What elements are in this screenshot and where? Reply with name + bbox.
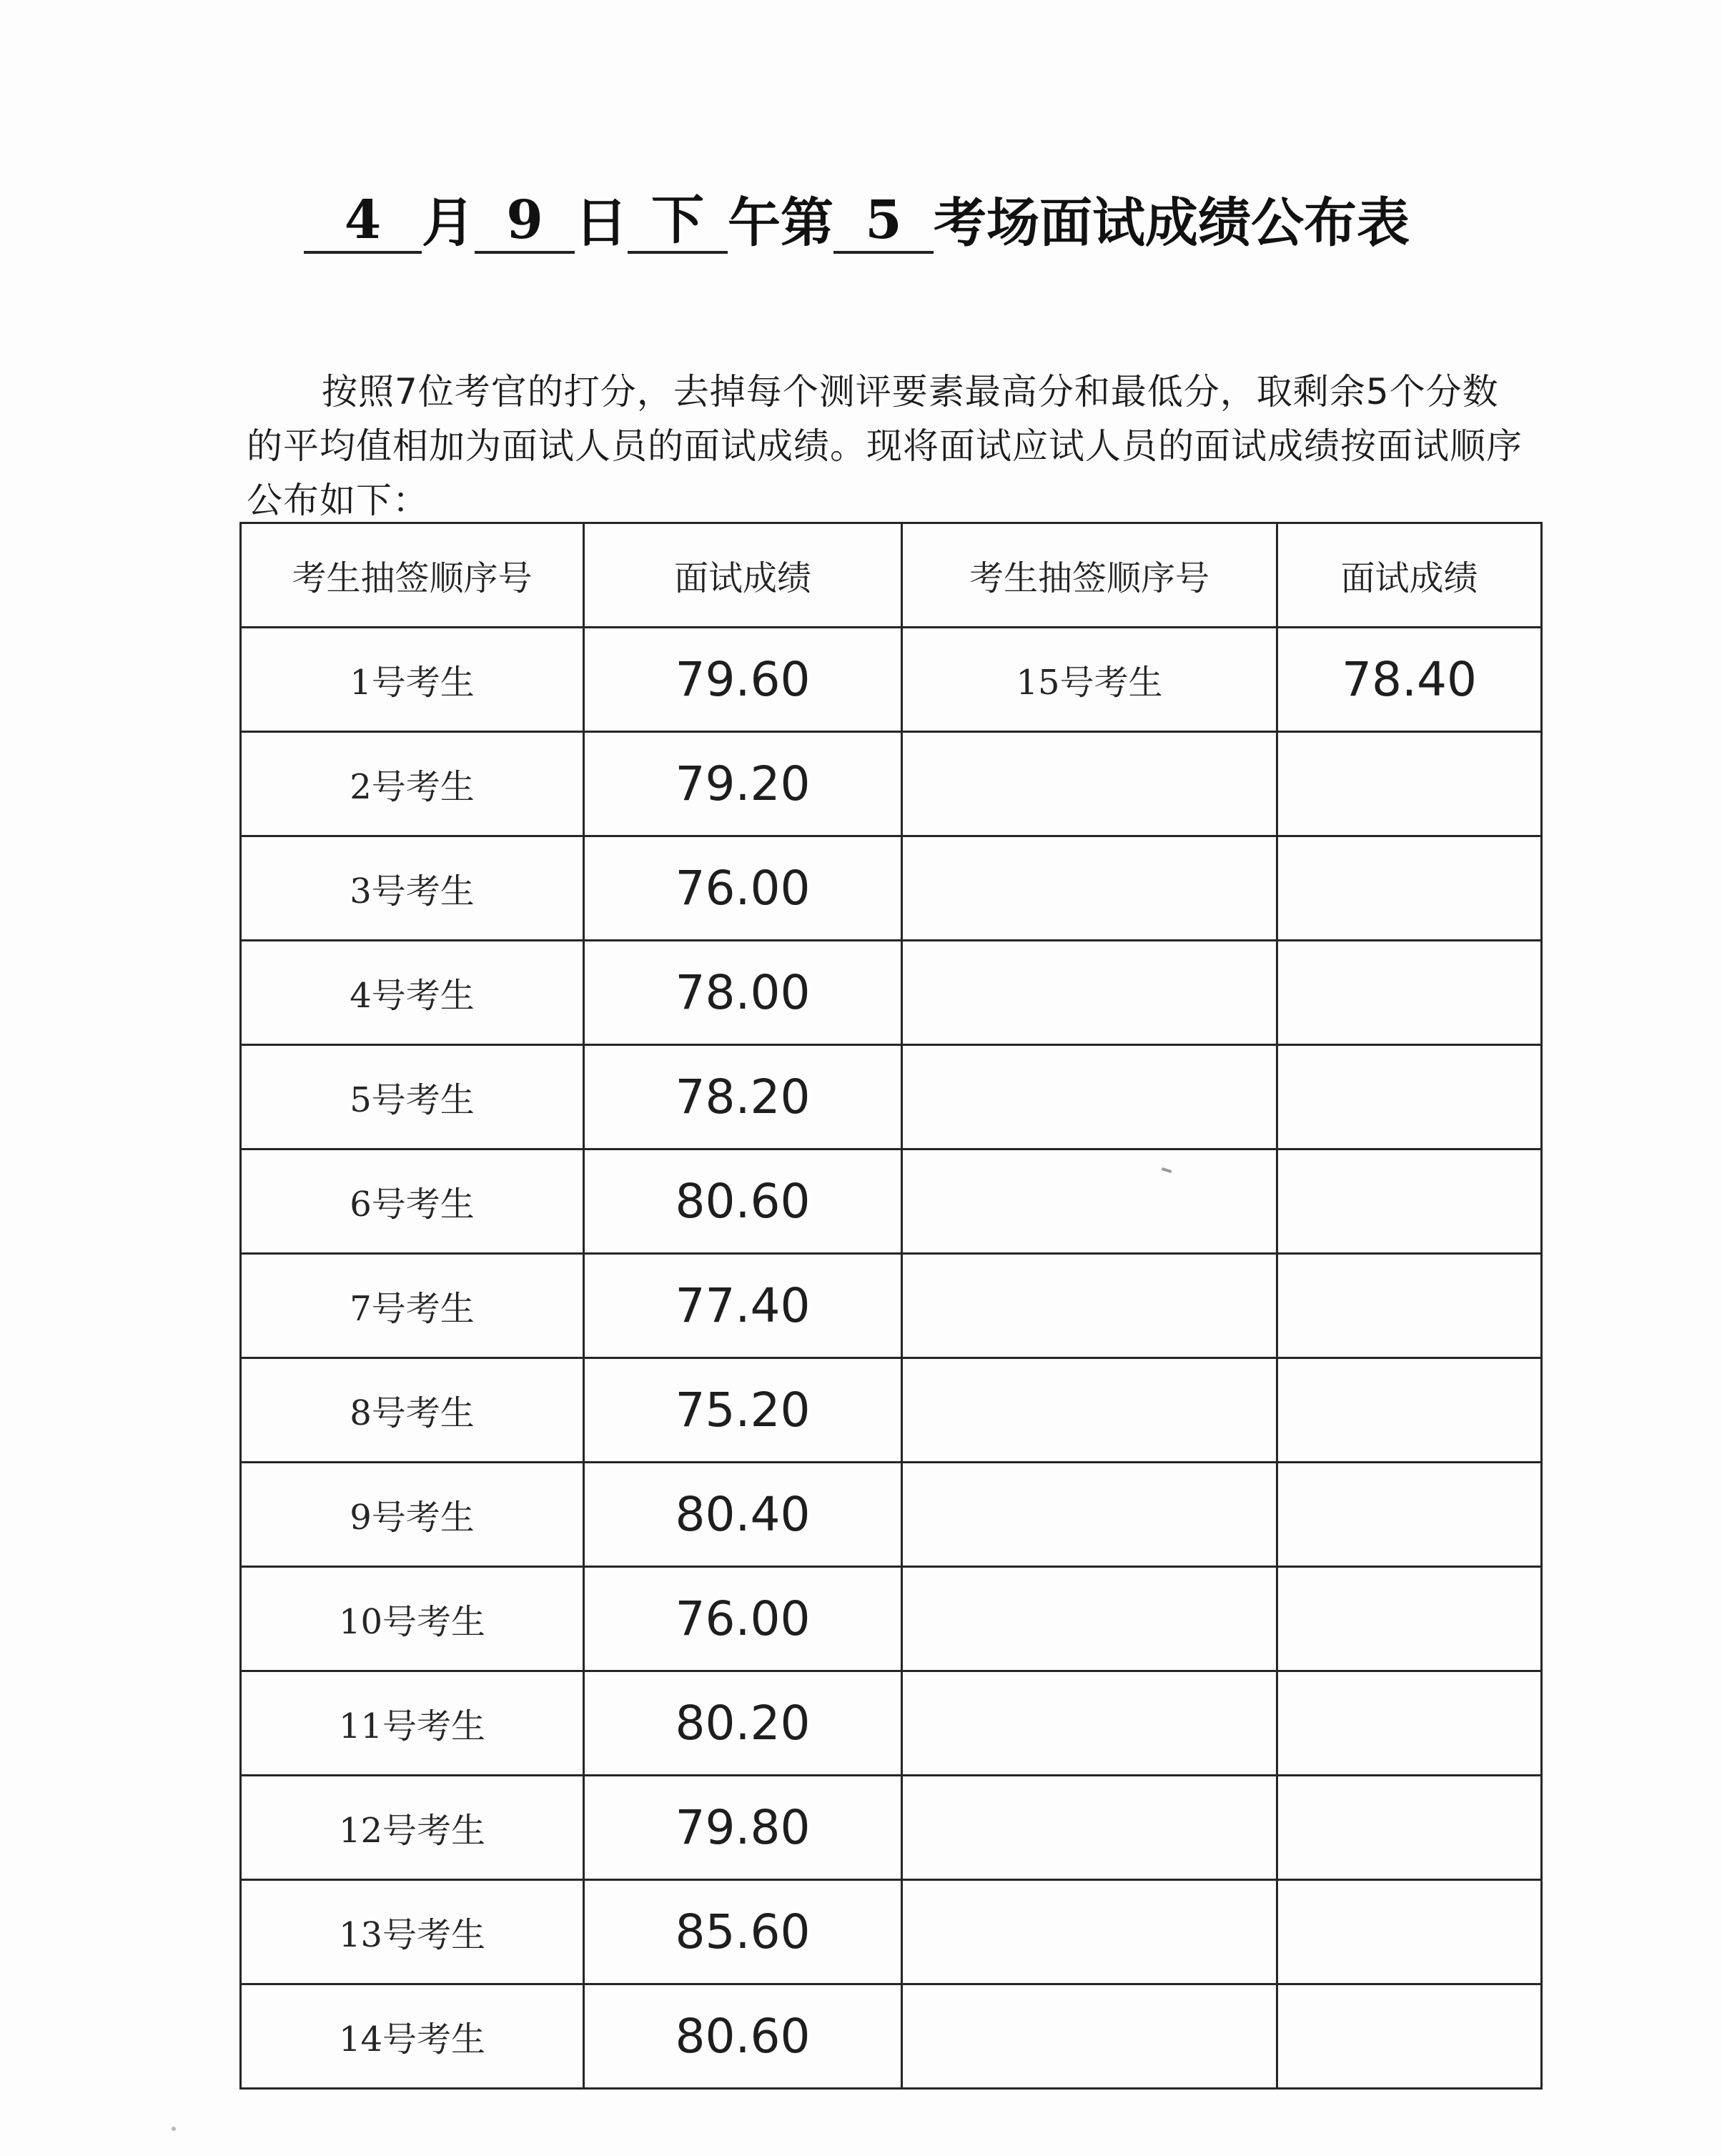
examinee-order-cell: 14号考生	[241, 1984, 584, 2089]
examinee-order-cell: 4号考生	[241, 941, 584, 1045]
score-cell: 78.00	[584, 941, 902, 1045]
intro-paragraph: 按照7位考官的打分，去掉每个测评要素最高分和最低分，取剩余5个分数的平均值相加为面试人员的面试成绩。现将面试应试人员的面试成绩按面试顺序公布如下：	[247, 371, 1523, 521]
examinee-order-cell	[902, 1254, 1277, 1358]
table-header-row	[241, 523, 1542, 628]
score-cell	[1277, 1880, 1542, 1984]
examinee-order-cell: 3号考生	[241, 836, 584, 941]
score-cell: 79.60	[584, 628, 902, 732]
score-cell: 79.20	[584, 732, 902, 836]
table-row	[241, 941, 1542, 1045]
examinee-order-cell	[902, 836, 1277, 941]
table-row	[241, 1671, 1542, 1776]
score-cell: 85.60	[584, 1880, 902, 1984]
examinee-order-cell: 6号考生	[241, 1149, 584, 1254]
score-cell	[1277, 836, 1542, 941]
table-row	[241, 1567, 1542, 1671]
score-table	[239, 522, 1543, 2090]
scan-speck	[172, 2127, 176, 2131]
table-row	[241, 1149, 1542, 1254]
examinee-order-cell: 2号考生	[241, 732, 584, 836]
examinee-order-cell: 8号考生	[241, 1358, 584, 1463]
examinee-order-cell: 10号考生	[241, 1567, 584, 1671]
table-row	[241, 1358, 1542, 1463]
examinee-order-cell	[902, 1045, 1277, 1149]
examinee-order-cell	[902, 732, 1277, 836]
table-row	[241, 628, 1542, 732]
title-room-value: 5	[833, 194, 934, 254]
examinee-order-cell	[902, 1776, 1277, 1880]
title-suffix: 考场面试成绩公布表	[934, 192, 1410, 254]
score-cell	[1277, 1045, 1542, 1149]
score-cell	[1277, 1149, 1542, 1254]
score-cell: 80.20	[584, 1671, 902, 1776]
header-score-left: 面试成绩	[584, 523, 902, 628]
table-row	[241, 1984, 1542, 2089]
examinee-order-cell: 7号考生	[241, 1254, 584, 1358]
table-row	[241, 1045, 1542, 1149]
table-row	[241, 1463, 1542, 1567]
score-cell	[1277, 1567, 1542, 1671]
score-cell: 77.40	[584, 1254, 902, 1358]
examinee-order-cell	[902, 1358, 1277, 1463]
examinee-order-cell	[902, 1984, 1277, 2089]
table-body	[241, 628, 1542, 2089]
score-cell	[1277, 941, 1542, 1045]
header-order-right: 考生抽签顺序号	[902, 523, 1277, 628]
title-period-suffix: 午第	[728, 192, 833, 254]
table-row	[241, 1776, 1542, 1880]
score-cell: 76.00	[584, 1567, 902, 1671]
examinee-order-cell	[902, 1463, 1277, 1567]
examinee-order-cell: 5号考生	[241, 1045, 584, 1149]
score-cell: 80.40	[584, 1463, 902, 1567]
examinee-order-cell: 13号考生	[241, 1880, 584, 1984]
score-cell	[1277, 1254, 1542, 1358]
score-cell	[1277, 1671, 1542, 1776]
page-title	[304, 161, 1505, 254]
score-cell	[1277, 1463, 1542, 1567]
score-cell	[1277, 732, 1542, 836]
table-row	[241, 836, 1542, 941]
table-row	[241, 1880, 1542, 1984]
examinee-order-cell	[902, 1149, 1277, 1254]
score-cell: 79.80	[584, 1776, 902, 1880]
score-cell	[1277, 1776, 1542, 1880]
examinee-order-cell	[902, 941, 1277, 1045]
examinee-order-cell: 15号考生	[902, 628, 1277, 732]
examinee-order-cell	[902, 1880, 1277, 1984]
score-cell: 78.40	[1277, 628, 1542, 732]
score-cell: 75.20	[584, 1358, 902, 1463]
examinee-order-cell: 1号考生	[241, 628, 584, 732]
score-cell: 76.00	[584, 836, 902, 941]
title-month-value: 4	[304, 194, 422, 254]
title-day-label: 日	[575, 192, 628, 254]
score-cell	[1277, 1984, 1542, 2089]
examinee-order-cell	[902, 1567, 1277, 1671]
examinee-order-cell: 9号考生	[241, 1463, 584, 1567]
header-score-right: 面试成绩	[1277, 523, 1542, 628]
score-cell: 78.20	[584, 1045, 902, 1149]
title-month-label: 月	[422, 192, 475, 254]
examinee-order-cell	[902, 1671, 1277, 1776]
title-day-value: 9	[475, 194, 575, 254]
title-period-value: 下	[628, 194, 728, 254]
header-order-left: 考生抽签顺序号	[241, 523, 584, 628]
score-cell: 80.60	[584, 1984, 902, 2089]
examinee-order-cell: 11号考生	[241, 1671, 584, 1776]
score-cell: 80.60	[584, 1149, 902, 1254]
table-row	[241, 1254, 1542, 1358]
score-cell	[1277, 1358, 1542, 1463]
table-row	[241, 732, 1542, 836]
examinee-order-cell: 12号考生	[241, 1776, 584, 1880]
